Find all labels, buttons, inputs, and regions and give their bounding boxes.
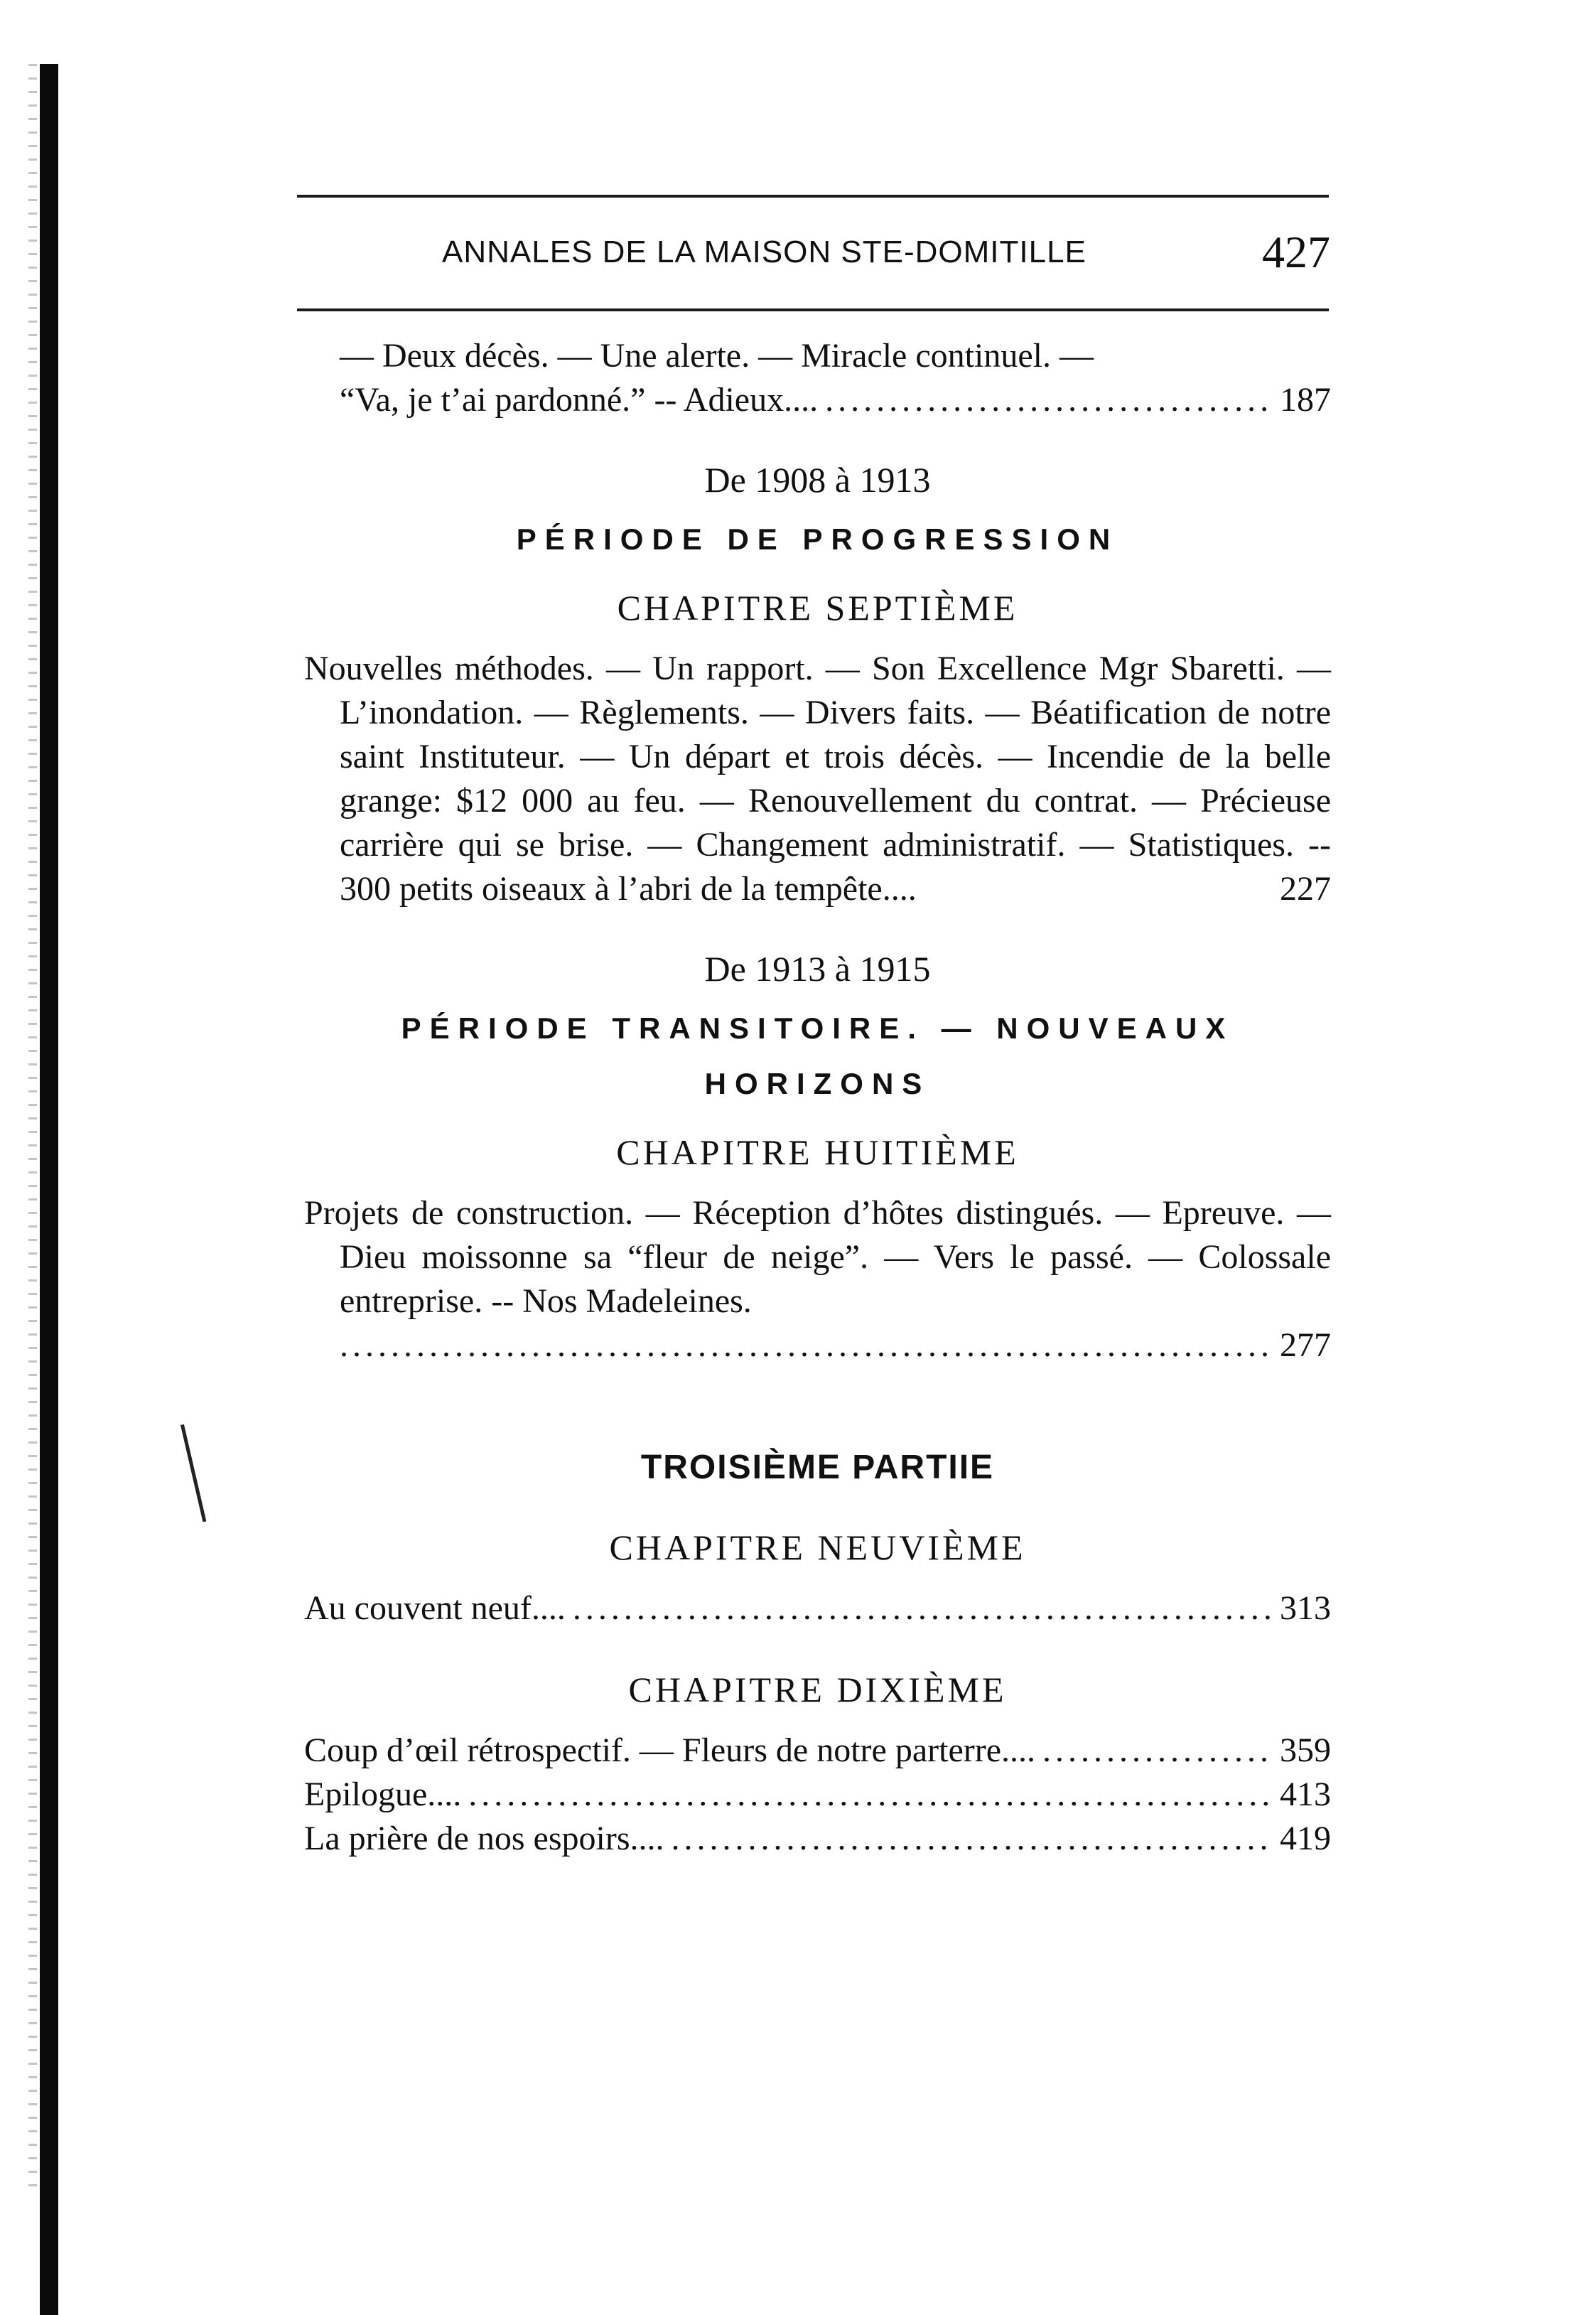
toc-entry-page: 413 — [1280, 1776, 1331, 1813]
toc-entry-page: 419 — [1280, 1820, 1331, 1857]
dot-leader — [1042, 1729, 1273, 1773]
header-rule-top — [297, 195, 1329, 198]
chapter-heading: CHAPITRE SEPTIÈME — [617, 588, 1018, 628]
toc-entry-text: Coup d’œil rétrospectif. — Fleurs de notre parterre.... — [304, 1731, 1036, 1769]
continued-entry-line2 — [304, 378, 1331, 422]
chapter-summary-text: Nouvelles méthodes. — Un rapport. — Son Excellence Mgr Sbaretti. — L’inondation. — Règlements. — Divers faits. — Béatification de notre saint Instituteur. — Un départ et trois décès. — Incendie de la belle grange: $12 000 au feu. — Renouvellement du contrat. — Précieuse carrière qui se brise. — Changement administratif. — Statistiques. -- 300 petits oiseaux à l’abri de la tempête.... — [304, 650, 1331, 908]
period-title: PÉRIODE TRANSITOIRE. — NOUVEAUX — [401, 1011, 1234, 1045]
chapter-summary-text: Projets de construction. — Réception d’hôtes distingués. — Epreuve. — Dieu moissonne sa “fleur de neige”. — Vers le passé. — Colossale entreprise. -- Nos Madeleines. — [304, 1194, 1331, 1320]
table-of-contents — [304, 334, 1331, 1861]
toc-entry — [304, 1817, 1331, 1861]
toc-entry-text: Au couvent neuf.... — [304, 1589, 566, 1627]
chapter-heading: CHAPITRE HUITIÈME — [616, 1132, 1019, 1172]
chapter-summary-leader-line — [304, 1323, 1331, 1368]
period-dates: De 1908 à 1913 — [704, 460, 931, 500]
continued-entry-text-2: “Va, je t’ai pardonné.” -- Adieux.... — [340, 381, 819, 419]
toc-entry — [304, 1586, 1331, 1631]
part-heading: TROISIÈME PARTIIE — [640, 1449, 995, 1486]
period-title: PÉRIODE DE PROGRESSION — [516, 522, 1119, 556]
chapter-summary-page: 277 — [1280, 1326, 1331, 1364]
toc-entry-page: 359 — [1280, 1731, 1331, 1769]
toc-entry-text: La prière de nos espoirs.... — [304, 1820, 664, 1857]
page-number: 427 — [1262, 227, 1330, 277]
toc-entry-text: Epilogue.... — [304, 1776, 462, 1813]
chapter-summary — [304, 1191, 1331, 1323]
continued-entry-line1 — [304, 334, 1331, 378]
margin-pencil-mark — [180, 1424, 206, 1522]
dot-leader — [573, 1586, 1273, 1631]
dot-leader — [340, 1323, 1273, 1368]
chapter-heading: CHAPITRE DIXIÈME — [628, 1670, 1007, 1709]
toc-entry — [304, 1773, 1331, 1817]
chapter-heading: CHAPITRE NEUVIÈME — [609, 1527, 1026, 1567]
continued-entry-text: — Deux décès. — Une alerte. — Miracle continuel. — — [340, 337, 1094, 375]
continued-entry-page: 187 — [1280, 381, 1331, 419]
dot-leader — [672, 1817, 1273, 1861]
running-header-title: ANNALES DE LA MAISON STE-DOMITILLE — [442, 235, 1087, 269]
period-dates: De 1913 à 1915 — [704, 949, 931, 989]
period-title-line2: HORIZONS — [704, 1067, 931, 1100]
header-rule-bottom — [297, 308, 1329, 311]
dot-leader — [468, 1773, 1273, 1817]
toc-entry-page: 313 — [1280, 1589, 1331, 1627]
toc-entry — [304, 1729, 1331, 1773]
dot-leader — [825, 378, 1273, 422]
spine-texture — [28, 64, 37, 2196]
chapter-summary-page: 227 — [1280, 870, 1331, 908]
book-spine-shadow — [40, 64, 58, 2315]
chapter-summary — [304, 647, 1331, 911]
